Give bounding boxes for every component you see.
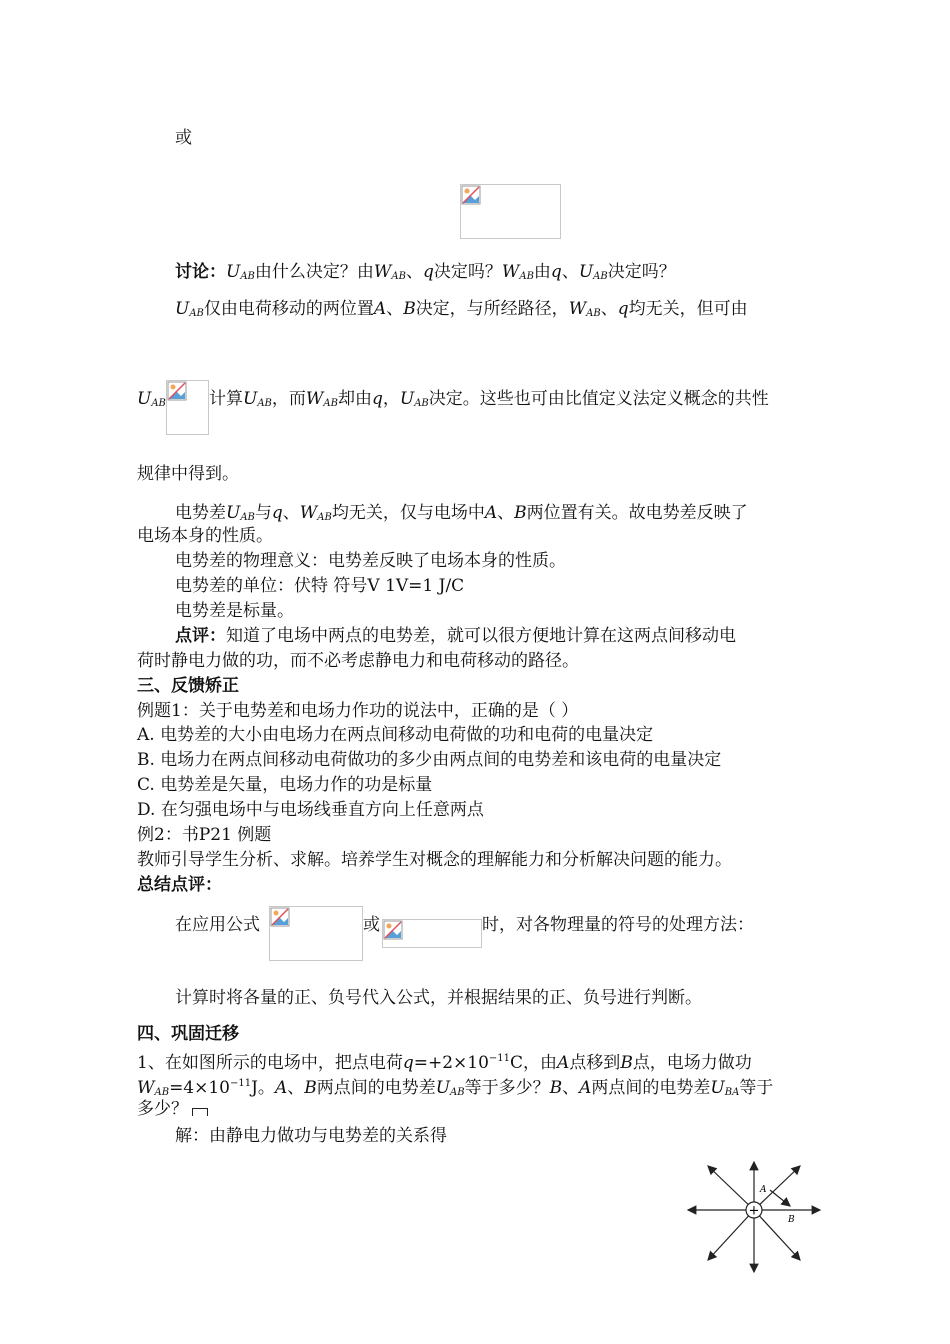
text: 均无关，但可由 <box>628 299 748 319</box>
text: C，由 <box>510 1053 558 1073</box>
sym: B <box>304 1078 317 1098</box>
apply-text-2: 或 <box>363 915 380 935</box>
option-a: A. 电势差的大小由电场力在两点间移动电荷做的功和电荷的电量决定 <box>137 725 654 745</box>
text: 两点间的电势差 <box>591 1078 711 1098</box>
discussion-line <box>175 261 676 288</box>
text: 点移到 <box>569 1053 621 1073</box>
sym: U <box>243 389 258 409</box>
sym: U <box>578 262 594 282</box>
sym: W <box>137 1078 155 1098</box>
text: 决定。这些也可由比值定义法定义概念的共性 <box>428 389 769 409</box>
sym: U <box>175 299 190 319</box>
text: 两点间的电势差 <box>316 1078 436 1098</box>
sym: B <box>620 1053 633 1073</box>
text: 决定吗？ <box>433 262 502 282</box>
text: 由什么决定？由 <box>254 262 374 282</box>
sym: W <box>501 262 520 282</box>
text: 等于多少？ <box>464 1078 550 1098</box>
sym: U <box>399 389 415 409</box>
text: 仅由电荷移动的两位置 <box>203 299 374 319</box>
text: 1、在如图所示的电场中，把点电荷 <box>137 1053 403 1073</box>
text: 均无关，仅与电场中 <box>331 503 485 523</box>
calc-line: 计算时将各量的正、负号代入公式，并根据结果的正、负号进行判断。 <box>175 988 702 1008</box>
comment-line-2: 荷时静电力做的功，而不必考虑静电力和电荷移动的路径。 <box>137 651 579 671</box>
path-a-b <box>770 1190 790 1206</box>
discussion-label: 讨论： <box>175 262 226 282</box>
electric-field-figure <box>684 1160 824 1275</box>
text: ， <box>382 389 400 409</box>
formula-image <box>269 906 363 961</box>
sub: AB <box>414 398 429 409</box>
sym: B <box>514 503 527 523</box>
sub: AB <box>323 398 338 409</box>
text: 点，电场力做功 <box>632 1053 752 1073</box>
sub: AB <box>240 512 255 523</box>
apply-text-1: 在应用公式 <box>175 915 260 935</box>
paragraph-property-2: 电场本身的性质。 <box>137 526 273 546</box>
question-1-line-1 <box>137 1048 752 1074</box>
text: 、 <box>287 1078 305 1098</box>
text: 、 <box>497 503 515 523</box>
charge-sign: + <box>748 1203 760 1219</box>
option-c: C. 电势差是矢量，电场力作的功是标量 <box>137 775 433 795</box>
sub: AB <box>151 398 166 409</box>
sym: A <box>274 1078 288 1098</box>
text: 由 <box>533 262 551 282</box>
label-a: A <box>760 1185 767 1195</box>
text: 、 <box>405 262 423 282</box>
blank-mark <box>192 1108 208 1116</box>
text: 、 <box>561 262 579 282</box>
sym: U <box>710 1078 725 1098</box>
scalar-line: 电势差是标量。 <box>175 601 294 621</box>
field-line <box>708 1210 754 1260</box>
solution-line: 解：由静电力做功与电势差的关系得 <box>175 1126 447 1146</box>
broken-image-icon <box>383 920 403 940</box>
formula-image <box>382 919 482 948</box>
line-or: 或 <box>175 128 192 148</box>
sub: AB <box>240 271 255 282</box>
text: 、 <box>600 299 618 319</box>
sym: W <box>373 262 392 282</box>
sub: AB <box>450 1087 465 1098</box>
section-heading: 三、反馈矫正 <box>137 676 239 696</box>
sub: AB <box>586 308 601 319</box>
sym: U <box>137 389 152 409</box>
sym: q <box>371 389 383 409</box>
broken-image-icon <box>461 185 481 205</box>
sym: A <box>484 503 498 523</box>
text: 、 <box>562 1078 580 1098</box>
text: ，而 <box>271 389 306 409</box>
sym: W <box>305 389 324 409</box>
sym: A <box>579 1078 592 1098</box>
sub: AB <box>519 271 534 282</box>
text: 多少？ <box>137 1099 188 1119</box>
sub: BA <box>724 1087 740 1098</box>
question-1-line-2 <box>137 1073 773 1104</box>
sym: W <box>568 299 587 319</box>
apply-text-3: 时，对各物理量的符号的处理方法： <box>482 915 754 935</box>
text: 电势差 <box>175 503 226 523</box>
text: 、 <box>282 503 300 523</box>
text: =+2×10 <box>413 1053 489 1073</box>
text: 计算 <box>209 389 243 409</box>
sym: A <box>557 1053 570 1073</box>
sym: q <box>550 262 562 282</box>
sym: U <box>435 1078 451 1098</box>
sub: AB <box>317 512 332 523</box>
section-heading-4: 四、巩固迁移 <box>137 1024 239 1044</box>
text: 决定吗？ <box>607 262 676 282</box>
sym: U <box>226 503 241 523</box>
exponent: −11 <box>488 1053 511 1064</box>
sym: U <box>226 262 241 282</box>
example-1: 例题1：关于电势差和电场力作功的说法中，正确的是（ ） <box>137 701 579 721</box>
sym: W <box>299 503 318 523</box>
meaning-line: 电势差的物理意义：电势差反映了电场本身的性质。 <box>175 551 566 571</box>
example-2: 例2：书P21 例题 <box>137 825 272 845</box>
text: 决定，与所经路径， <box>415 299 569 319</box>
paragraph-calc-rest <box>209 388 769 415</box>
sym: q <box>422 262 434 282</box>
text: 等于 <box>739 1078 774 1098</box>
text: 却由 <box>337 389 372 409</box>
sym: q <box>617 299 629 319</box>
label-b: B <box>788 1215 795 1225</box>
text: =4×10 <box>169 1078 230 1098</box>
sub: AB <box>154 1087 170 1098</box>
text: 、 <box>386 299 404 319</box>
text: 与 <box>254 503 272 523</box>
broken-image-icon <box>167 381 187 401</box>
field-line <box>708 1166 754 1210</box>
sub: AB <box>391 271 406 282</box>
text: 知道了电场中两点的电势差，就可以很方便地计算在这两点间移动电 <box>226 626 736 646</box>
sym: B <box>403 299 416 319</box>
option-b: B. 电场力在两点间移动电荷做功的多少由两点间的电势差和该电荷的电量决定 <box>137 750 722 770</box>
teacher-line: 教师引导学生分析、求解。培养学生对概念的理解能力和分析解决问题的能力。 <box>137 850 732 870</box>
comment-line <box>175 625 736 647</box>
summary-heading: 总结点评： <box>137 875 222 895</box>
unit-line: 电势差的单位：伏特 符号V 1V=1 J/C <box>175 576 465 596</box>
sub: AB <box>257 398 272 409</box>
sym: B <box>549 1078 563 1098</box>
paragraph-uab <box>175 298 748 325</box>
formula-image <box>460 184 561 239</box>
sym: q <box>402 1053 414 1073</box>
text: 两位置有关。故电势差反映了 <box>526 503 748 523</box>
comment-label: 点评： <box>175 626 226 646</box>
text: J。 <box>251 1078 275 1098</box>
broken-image-icon <box>270 907 290 927</box>
question-1-line-3 <box>137 1098 208 1120</box>
option-d: D. 在匀强电场中与电场线垂直方向上任意两点 <box>137 800 484 820</box>
sym: A <box>373 299 387 319</box>
paragraph-law: 规律中得到。 <box>137 464 239 484</box>
exponent: −11 <box>230 1078 252 1089</box>
sub: AB <box>593 271 608 282</box>
sub: AB <box>189 308 204 319</box>
sym: q <box>271 503 283 523</box>
formula-image <box>166 380 209 435</box>
